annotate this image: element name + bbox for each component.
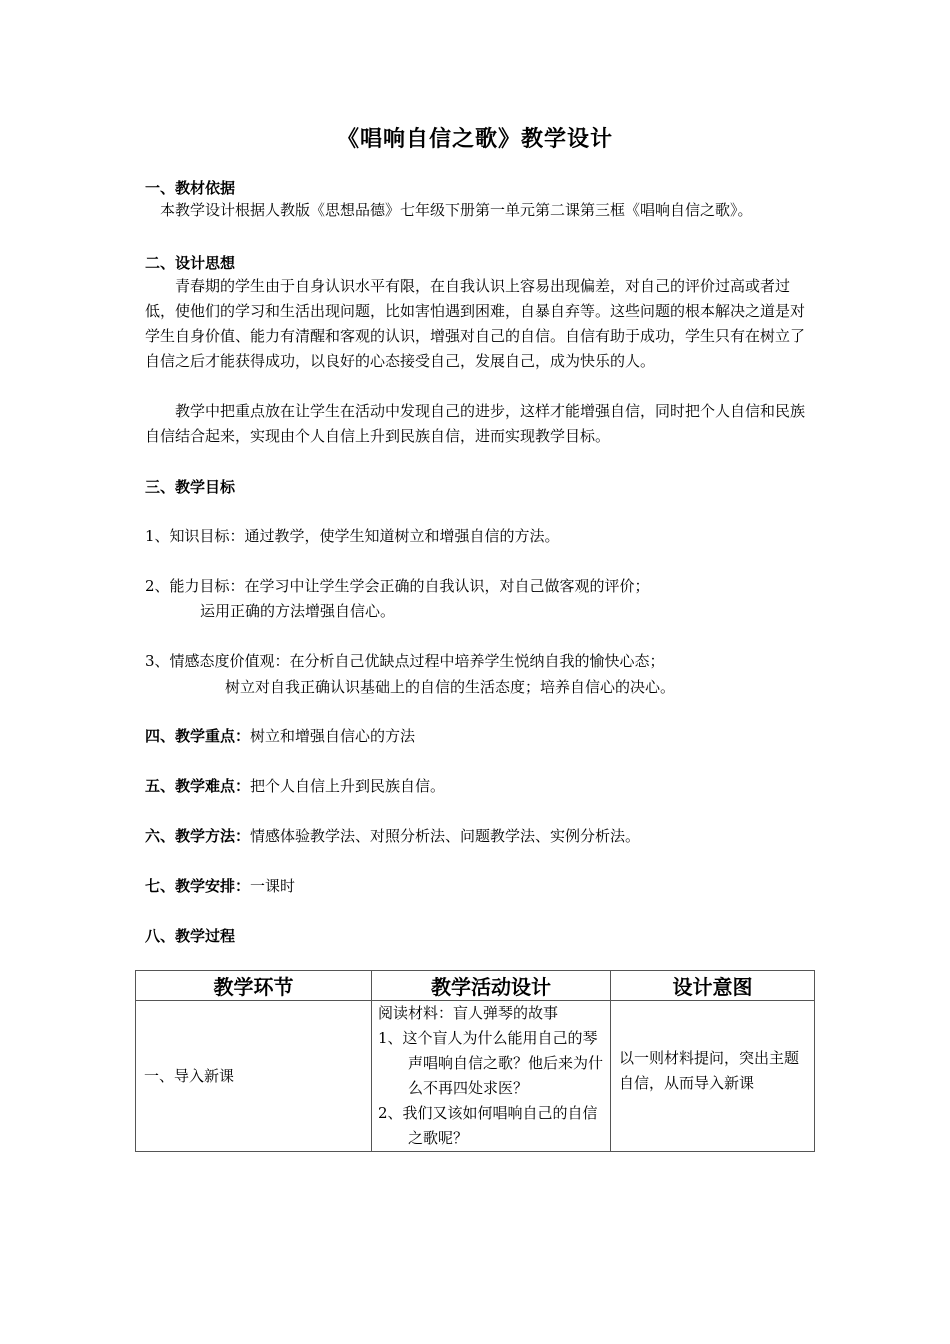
cell-stage: 一、导入新课	[136, 1001, 372, 1152]
section-7	[145, 875, 295, 896]
table-header-row	[136, 971, 815, 1001]
section-8-heading: 八、教学过程	[145, 927, 236, 945]
section-1-heading: 一、教材依据	[145, 179, 236, 197]
section-1-text: 本教学设计根据人教版《思想品德》七年级下册第一单元第二课第三框《唱响自信之歌》。	[160, 201, 753, 219]
section-5-label: 五、教学难点：	[145, 777, 251, 795]
section-2-paragraph-1: 青春期的学生由于自身认识水平有限，在自我认识上容易出现偏差，对自己的评价过高或者过低，使他们的学习和生活出现问题，比如害怕遇到困难，自暴自弃等。这些问题的根本解决之道是对学生自身价值、能力有清醒和客观的认识，增强对自己的自信。自信有助于成功，学生只有在树立了自信之后才能获得成功，以良好的心态接受自己，发展自己，成为快乐的人。	[145, 277, 806, 370]
goal-emotion: 3、情感态度价值观：在分析自己优缺点过程中培养学生悦纳自我的愉快心态；	[145, 652, 665, 670]
header-purpose: 设计意图	[611, 971, 815, 1001]
activity-question-2: 2、我们又该如何唱响自己的自信之歌呢？	[378, 1104, 598, 1147]
section-2-heading: 二、设计思想	[145, 254, 236, 272]
purpose-text: 以一则材料提问，突出主题自信，从而导入新课	[619, 1049, 800, 1092]
section-4	[145, 725, 415, 746]
section-6	[145, 825, 640, 846]
goal-ability: 2、能力目标：在学习中让学生学会正确的自我认识，对自己做客观的评价；	[145, 577, 650, 595]
goal-knowledge: 1、知识目标：通过教学，使学生知道树立和增强自信的方法。	[145, 527, 560, 545]
section-2-paragraph-2: 教学中把重点放在让学生在活动中发现自己的进步，这样才能增强自信，同时把个人自信和民族自信结合起来，实现由个人自信上升到民族自信，进而实现教学目标。	[145, 402, 806, 445]
section-4-label: 四、教学重点：	[145, 727, 251, 745]
header-activity: 教学活动设计	[372, 971, 611, 1001]
section-5-text: 把个人自信上升到民族自信。	[250, 777, 446, 795]
section-7-label: 七、教学安排：	[145, 877, 251, 895]
activity-question-1: 1、这个盲人为什么能用自己的琴声唱响自信之歌？他后来为什么不再四处求医？	[378, 1029, 604, 1097]
teaching-process-table	[135, 970, 815, 1152]
page-title: 《唱响自信之歌》教学设计	[336, 126, 613, 152]
cell-purpose	[611, 1001, 815, 1152]
section-6-label: 六、教学方法：	[145, 827, 251, 845]
header-stage: 教学环节	[136, 971, 372, 1001]
section-5	[145, 775, 445, 796]
section-6-text: 情感体验教学法、对照分析法、问题教学法、实例分析法。	[250, 827, 641, 845]
goal-emotion-cont: 树立对自我正确认识基础上的自信的生活态度；培养自信心的决心。	[225, 678, 676, 696]
section-4-text: 树立和增强自信心的方法	[250, 727, 416, 745]
section-3-heading: 三、教学目标	[145, 478, 236, 496]
goal-ability-cont: 运用正确的方法增强自信心。	[200, 602, 396, 620]
cell-activity	[372, 1001, 611, 1152]
activity-intro: 阅读材料：盲人弹琴的故事	[378, 1004, 559, 1022]
table-row	[136, 1001, 815, 1152]
section-7-text: 一课时	[250, 877, 296, 895]
